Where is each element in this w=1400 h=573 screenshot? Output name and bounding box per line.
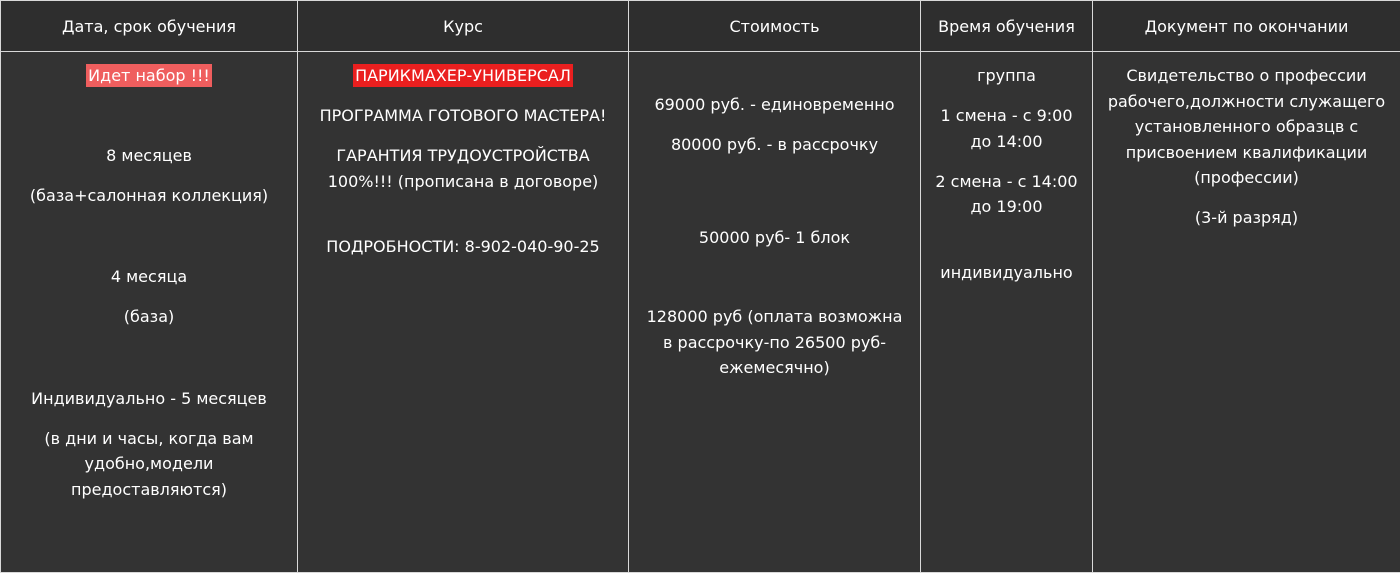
duration-4-months: 4 месяца (110, 267, 188, 286)
column-header-schedule: Время обучения (921, 1, 1093, 52)
course-title-badge: ПАРИКМАХЕР-УНИВЕРСАЛ (355, 66, 571, 85)
document-grade: (3-й разряд) (1194, 208, 1299, 227)
cell-document (1093, 52, 1400, 573)
cell-course (298, 52, 629, 573)
enrollment-badge: Идет набор !!! (88, 66, 210, 85)
duration-individual-note: (в дни и часы, когда вам удобно,модели предоставляются) (44, 428, 254, 499)
cell-price (629, 52, 921, 573)
document-description: Свидетельство о профессии рабочего,должности служащего установленного образцв с присвоением квалификации (профессии) (1107, 66, 1386, 187)
table-row (1, 52, 1400, 573)
column-header-price: Стоимость (629, 1, 921, 52)
duration-8-months: 8 месяцев (106, 145, 192, 165)
table-header-row (1, 1, 1400, 52)
column-header-dates: Дата, срок обучения (1, 1, 298, 52)
course-program: ПРОГРАММА ГОТОВОГО МАСТЕРА! (319, 106, 607, 125)
price-full-course: 128000 руб (оплата возможна в рассрочку-по 26500 руб- ежемесячно) (646, 307, 903, 377)
duration-individual: Индивидуально - 5 месяцев (31, 388, 267, 408)
price-installment: 80000 руб. - в рассрочку (670, 135, 879, 154)
column-header-document: Документ по окончании (1093, 1, 1400, 52)
schedule-group: группа (977, 66, 1036, 85)
price-one-time: 69000 руб. - единовременно (654, 95, 895, 114)
duration-4-months-note: (база) (123, 307, 175, 326)
course-details-phone: ПОДРОБНОСТИ: 8-902-040-90-25 (326, 237, 600, 256)
column-header-course: Курс (298, 1, 629, 52)
schedule-shift-2: 2 смена - с 14:00 до 19:00 (935, 171, 1078, 216)
course-guarantee: ГАРАНТИЯ ТРУДОУСТРОЙСТВА 100%!!! (прописана в договоре) (327, 146, 599, 191)
schedule-shift-1: 1 смена - с 9:00 до 14:00 (940, 106, 1073, 151)
schedule-individual: индивидуально (940, 262, 1073, 282)
cell-dates (1, 52, 298, 573)
duration-8-months-note: (база+салонная коллекция) (29, 185, 269, 205)
cell-schedule (921, 52, 1093, 573)
price-one-block: 50000 руб- 1 блок (698, 227, 851, 247)
